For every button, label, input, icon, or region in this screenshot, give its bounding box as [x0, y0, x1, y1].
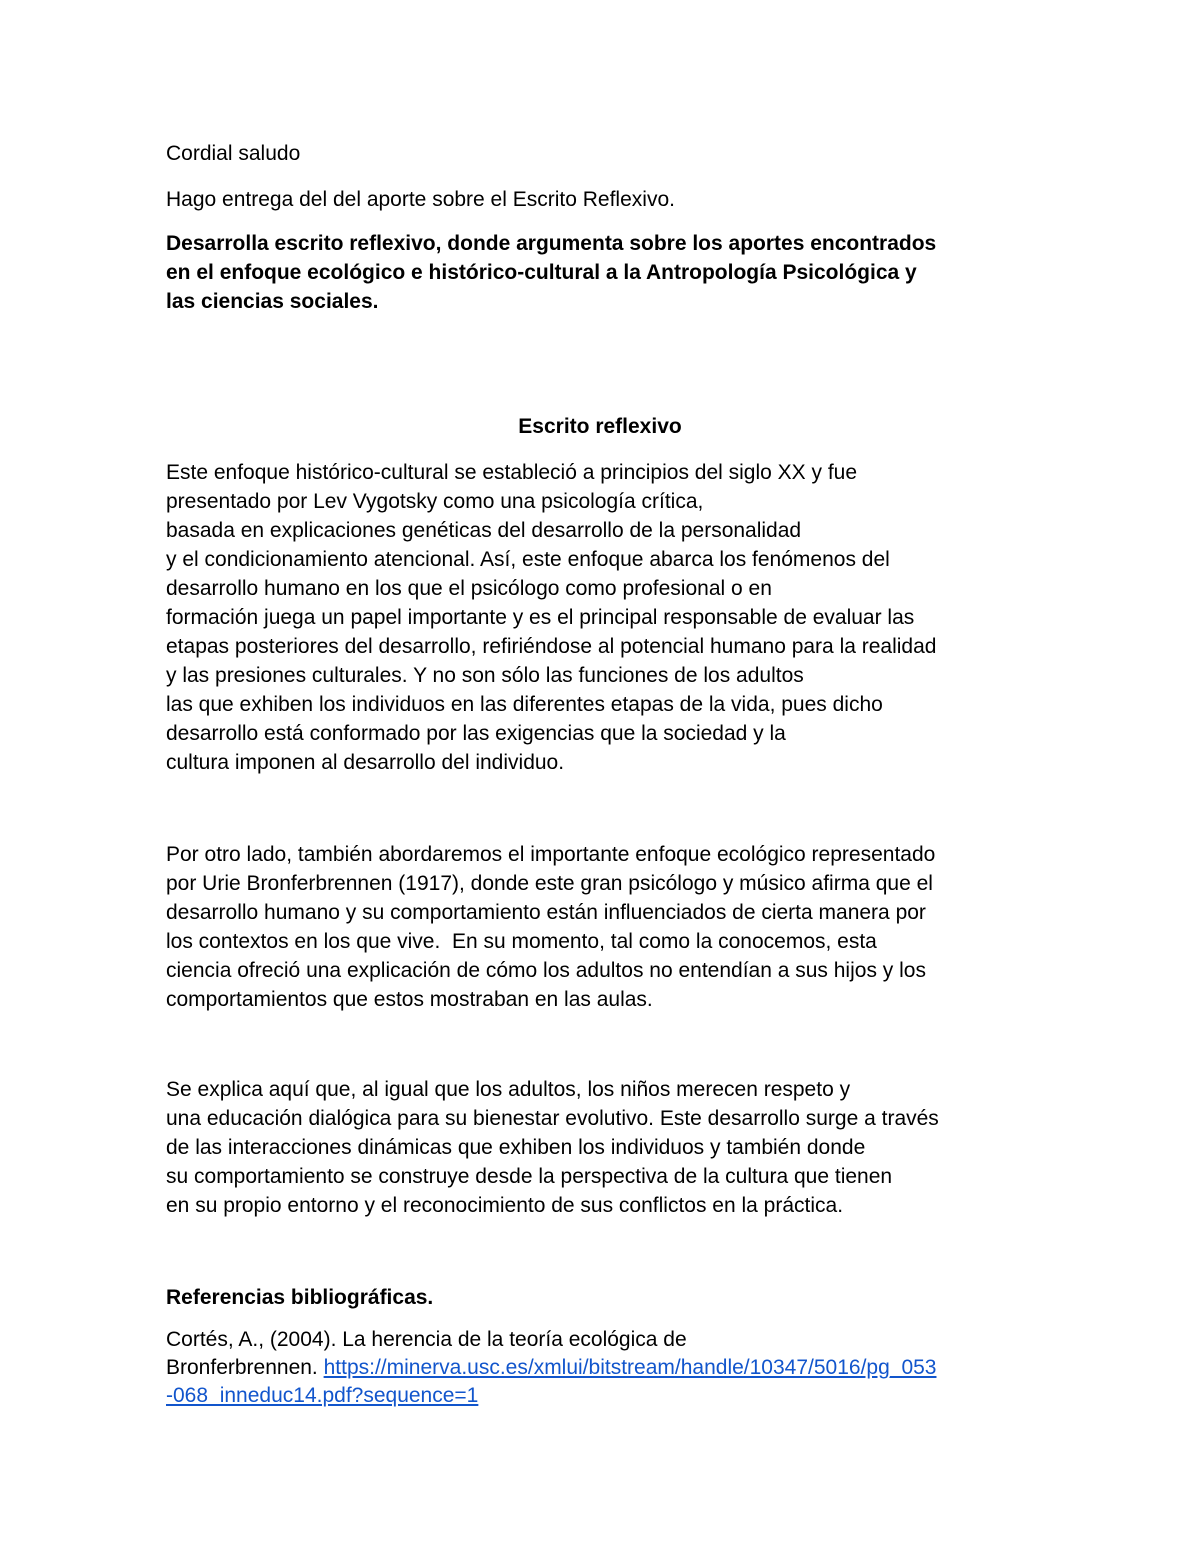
reference-line: Cortés, A., (2004). La herencia de la teoría ecológica de — [166, 1328, 687, 1351]
paragraph-line: las que exhiben los individuos en las diferentes etapas de la vida, pues dicho — [166, 693, 883, 716]
paragraph-line: formación juega un papel importante y es el principal responsable de evaluar las — [166, 606, 915, 629]
delivery-note: Hago entrega del del aporte sobre el Escrito Reflexivo. — [166, 188, 675, 211]
paragraph-line: en su propio entorno y el reconocimiento de sus conflictos en la práctica. — [166, 1194, 844, 1217]
reference-text: Bronferbrennen. — [166, 1356, 324, 1379]
paragraph-line: su comportamiento se construye desde la perspectiva de la cultura que tienen — [166, 1165, 893, 1188]
paragraph-line: presentado por Lev Vygotsky como una psicología crítica, — [166, 490, 704, 513]
paragraph-line: comportamientos que estos mostraban en las aulas. — [166, 988, 653, 1011]
paragraph-line: de las interacciones dinámicas que exhiben los individuos y también donde — [166, 1136, 866, 1159]
prompt-line: en el enfoque ecológico e histórico-cultural a la Antropología Psicológica y — [166, 261, 917, 284]
reference-line — [166, 1353, 936, 1382]
paragraph-line: desarrollo humano y su comportamiento están influenciados de cierta manera por — [166, 901, 926, 924]
reference-line — [166, 1381, 478, 1410]
prompt-line: Desarrolla escrito reflexivo, donde argumenta sobre los aportes encontrados — [166, 232, 937, 255]
references-heading: Referencias bibliográficas. — [166, 1286, 434, 1309]
greeting: Cordial saludo — [166, 142, 301, 165]
prompt-line: las ciencias sociales. — [166, 290, 379, 313]
paragraph-line: y el condicionamiento atencional. Así, este enfoque abarca los fenómenos del — [166, 548, 890, 571]
paragraph-line: cultura imponen al desarrollo del individuo. — [166, 751, 565, 774]
paragraph-line: Se explica aquí que, al igual que los adultos, los niños merecen respeto y — [166, 1078, 851, 1101]
paragraph-line: desarrollo humano en los que el psicólogo como profesional o en — [166, 577, 772, 600]
paragraph-line: basada en explicaciones genéticas del desarrollo de la personalidad — [166, 519, 802, 542]
paragraph-line: Por otro lado, también abordaremos el importante enfoque ecológico representado — [166, 843, 936, 866]
essay-title: Escrito reflexivo — [518, 415, 682, 438]
paragraph-line: Este enfoque histórico-cultural se estableció a principios del siglo XX y fue — [166, 461, 858, 484]
reference-link[interactable]: https://minerva.usc.es/xmlui/bitstream/handle/10347/5016/pg_053 — [323, 1356, 937, 1379]
paragraph-line: por Urie Bronferbrennen (1917), donde este gran psicólogo y músico afirma que el — [166, 872, 933, 895]
paragraph-line: y las presiones culturales. Y no son sólo las funciones de los adultos — [166, 664, 804, 687]
paragraph-line: etapas posteriores del desarrollo, refiriéndose al potencial humano para la realidad — [166, 635, 937, 658]
paragraph-line: los contextos en los que vive. En su momento, tal como la conocemos, esta — [166, 930, 877, 953]
reference-link-continued[interactable]: -068_inneduc14.pdf?sequence=1 — [166, 1384, 479, 1407]
paragraph-line: ciencia ofreció una explicación de cómo los adultos no entendían a sus hijos y los — [166, 959, 926, 982]
paragraph-line: una educación dialógica para su bienestar evolutivo. Este desarrollo surge a través — [166, 1107, 939, 1130]
paragraph-line: desarrollo está conformado por las exigencias que la sociedad y la — [166, 722, 786, 745]
